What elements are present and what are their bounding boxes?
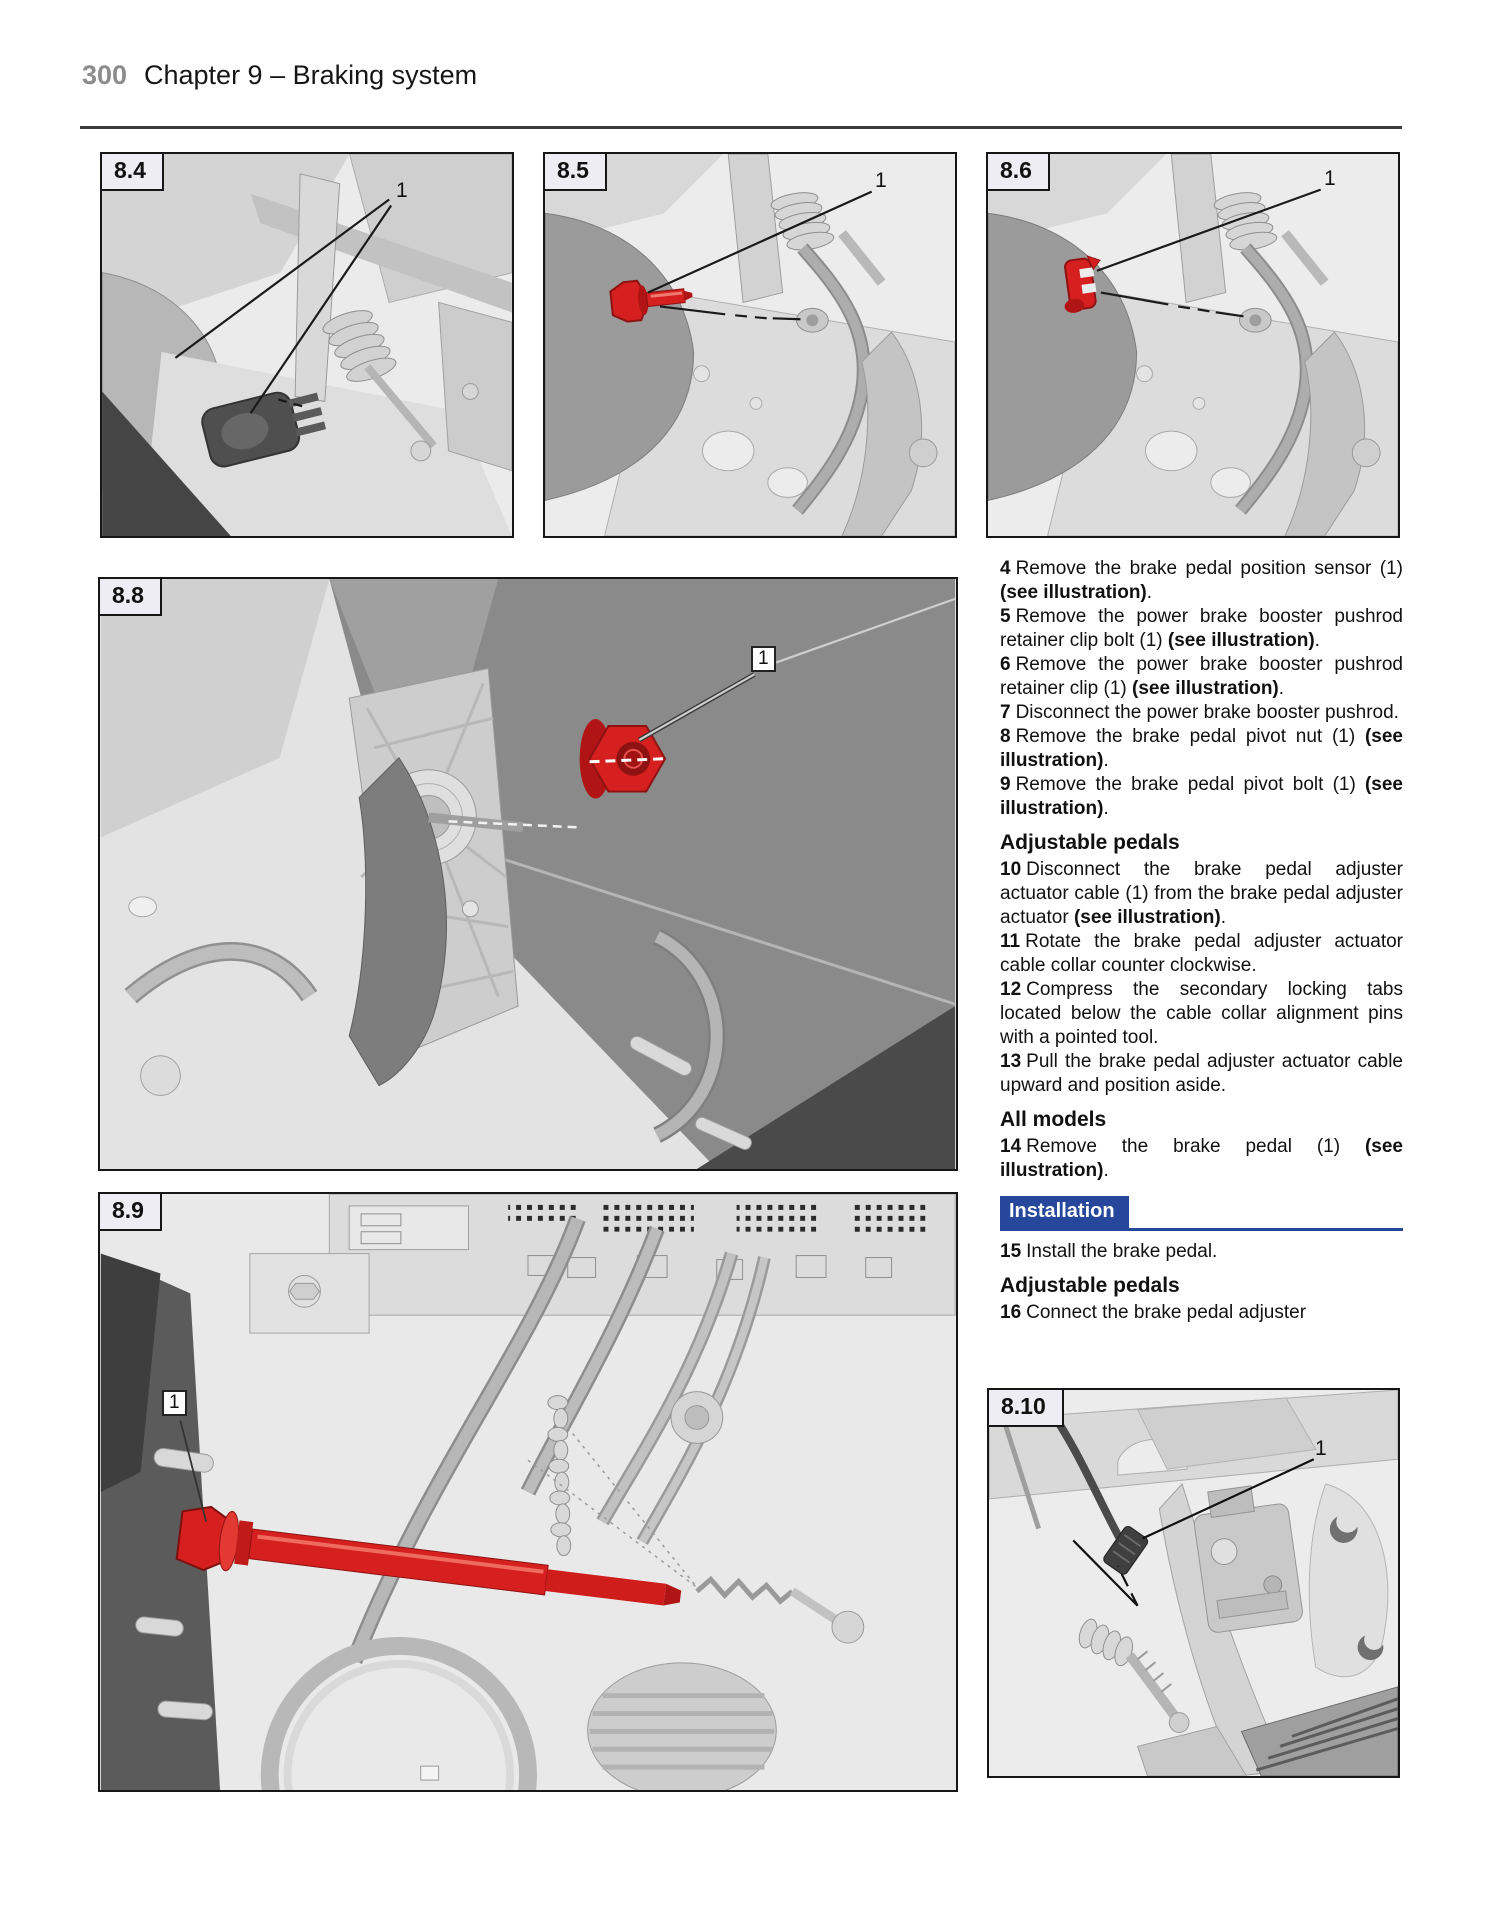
figure-panel-8-9 <box>98 1192 958 1792</box>
illustration-8-4 <box>102 154 512 536</box>
figure-panel-8-10 <box>987 1388 1400 1778</box>
step-7: 7 Disconnect the power brake booster pushrod. <box>1000 702 1399 723</box>
illustration-8-10 <box>989 1390 1398 1776</box>
illustration-8-8 <box>100 579 956 1169</box>
step-15: 15 Install the brake pedal. <box>1000 1241 1218 1262</box>
chapter-title: Chapter 9 – Braking system <box>144 60 478 90</box>
step-4: 4 Remove the brake pedal position sensor (1) (see illustration). <box>1000 558 1403 603</box>
figure-label: 8.8 <box>98 577 162 616</box>
figure-panel-8-8 <box>98 577 958 1171</box>
step-11: 11 Rotate the brake pedal adjuster actuator cable collar counter clockwise. <box>1000 931 1403 976</box>
sub-heading: Adjustable pedals <box>1000 1274 1180 1297</box>
figure-label: 8.5 <box>543 152 607 191</box>
page-number: 300 <box>82 60 128 90</box>
step-9: 9 Remove the brake pedal pivot bolt (1) (see illustration). <box>1000 774 1403 819</box>
sub-heading: Adjustable pedals <box>1000 831 1180 854</box>
figure-panel-8-6 <box>986 152 1400 538</box>
step-14: 14 Remove the brake pedal (1) (see illustration). <box>1000 1136 1403 1181</box>
callout-number: 1 <box>162 1390 187 1416</box>
callout-number: 1 <box>396 179 408 202</box>
callout-number: 1 <box>875 169 887 192</box>
figure-label: 8.4 <box>100 152 164 191</box>
header-rule <box>80 126 1402 129</box>
section-heading: Installation <box>1000 1196 1129 1228</box>
callout-number: 1 <box>1315 1437 1327 1460</box>
figure-panel-8-5 <box>543 152 957 538</box>
instruction-column <box>1000 557 1403 1325</box>
figure-panel-8-4 <box>100 152 514 538</box>
callout-number: 1 <box>1324 167 1336 190</box>
step-12: 12 Compress the secondary locking tabs located below the cable collar alignment pins with a pointed tool. <box>1000 979 1403 1048</box>
figure-label: 8.6 <box>986 152 1050 191</box>
step-6: 6 Remove the power brake booster pushrod retainer clip (1) (see illustration). <box>1000 654 1403 699</box>
step-8: 8 Remove the brake pedal pivot nut (1) (see illustration). <box>1000 726 1403 771</box>
illustration-8-9 <box>100 1194 956 1790</box>
illustration-8-5 <box>545 154 955 536</box>
illustration-8-6 <box>988 154 1398 536</box>
figure-label: 8.9 <box>98 1192 162 1231</box>
step-10: 10 Disconnect the brake pedal adjuster actuator cable (1) from the brake pedal adjuster actuator (see illustration). <box>1000 859 1403 928</box>
step-16: 16 Connect the brake pedal adjuster <box>1000 1302 1307 1323</box>
step-5: 5 Remove the power brake booster pushrod retainer clip bolt (1) (see illustration). <box>1000 606 1403 651</box>
callout-number: 1 <box>751 646 776 672</box>
figure-label: 8.10 <box>987 1388 1064 1427</box>
sub-heading: All models <box>1000 1108 1107 1131</box>
section-heading-bar <box>1000 1196 1403 1231</box>
step-13: 13 Pull the brake pedal adjuster actuator cable upward and position aside. <box>1000 1051 1403 1096</box>
